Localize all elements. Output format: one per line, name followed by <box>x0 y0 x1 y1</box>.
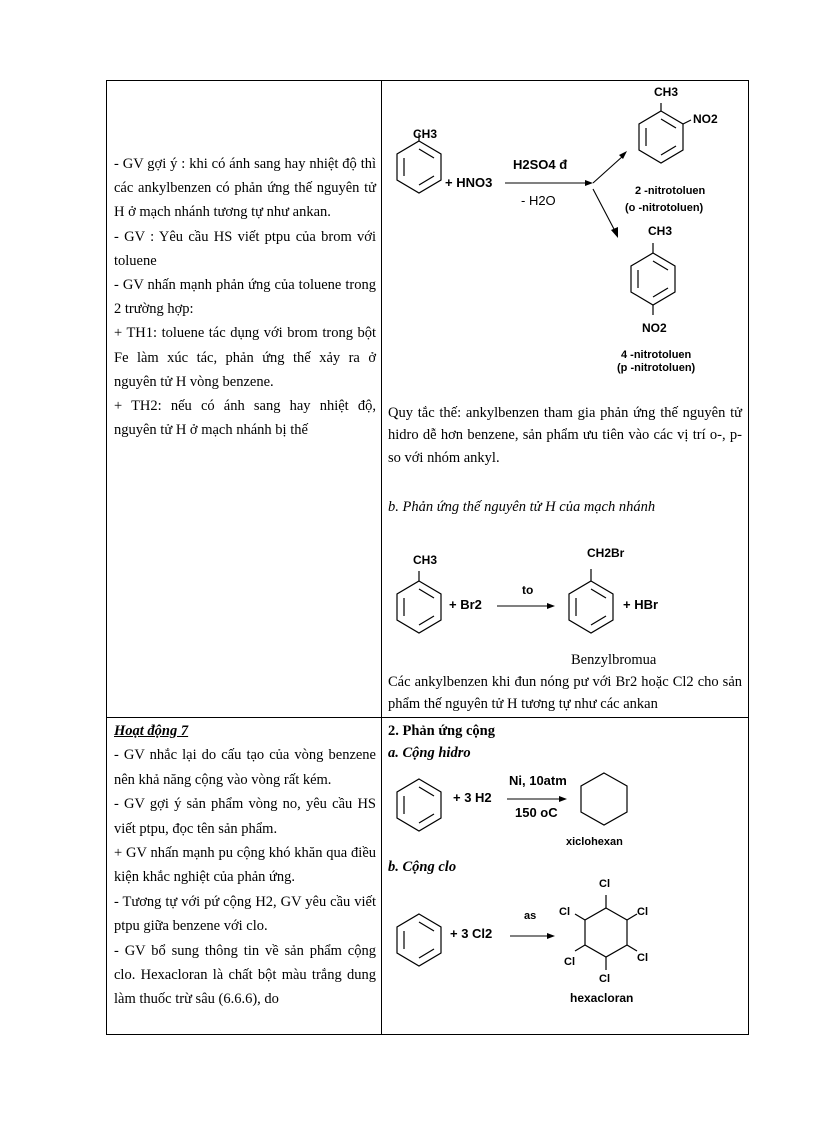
ortho-product-alt-name: (o -nitrotoluen) <box>625 202 704 214</box>
activity-title: Hoạt động 7 <box>114 723 189 739</box>
side-chain-heading: b. Phản ứng thế nguyên tử H của mạch nhánh <box>388 499 656 515</box>
hexachloran-info-paragraph: - GV bổ sung thông tin về sản phẩm cộng clo. Hexacloran là chất bột màu trắng dung làm thuốc trừ sâu (6.6.6), do <box>114 942 376 1008</box>
para-methyl: CH3 <box>648 224 673 238</box>
case1-paragraph: + TH1: toluene tác dụng với brom trong bột Fe làm xúc tác, phản ứng thế xảy ra ở nguyên tử H vòng benzene. <box>114 325 376 390</box>
chlorine-atom-3: Cl <box>559 906 570 918</box>
benzyl-bromide-name: Benzylbromua <box>571 652 657 668</box>
ortho-product-name: 2 -nitrotoluen <box>635 185 706 197</box>
hexachloran-ring <box>575 895 637 970</box>
addition-emphasis-paragraph: + GV nhấn mạnh pu cộng khó khăn qua điều kiện khắc nghiệt của phản ứng. <box>114 845 376 886</box>
addition-schemes <box>107 81 750 1036</box>
light-condition: as <box>524 910 537 922</box>
chlorine-request-paragraph: - Tương tự với pứ cộng H2, GV yêu cầu viết ptpu giữa benzene với clo. <box>114 893 376 935</box>
hydrogen-addition-heading: a. Cộng hidro <box>388 745 471 761</box>
toluene-methyl-2: CH3 <box>413 553 438 567</box>
hexachloran-name: hexacloran <box>570 991 634 1005</box>
chlorine-reagent: + 3 Cl2 <box>450 926 493 941</box>
hydrogen-reagent: + 3 H2 <box>453 790 492 805</box>
cyclohexane-ring <box>581 773 627 825</box>
para-product-name: 4 -nitrotoluen <box>621 349 692 361</box>
ortho-methyl: CH3 <box>654 85 679 99</box>
cyclohexane-name: xiclohexan <box>566 836 623 848</box>
chlorine-atom-1: Cl <box>599 878 610 890</box>
addition-hint-paragraph: - GV gợi ý sản phẩm vòng no, yêu cầu HS viết ptpu, đọc tên sản phẩm. <box>114 796 376 837</box>
heat-condition: to <box>522 583 534 597</box>
request-paragraph: - GV : Yêu cầu HS viết ptpu của brom với toluene <box>114 228 376 269</box>
hbr-byproduct: + HBr <box>623 597 659 612</box>
arrow-head <box>547 933 555 939</box>
emphasis-paragraph: - GV nhấn mạnh phản ứng của toluene trong 2 trường hợp: <box>114 277 376 318</box>
addition-heading: 2. Phản ứng cộng <box>388 723 496 739</box>
benzyl-bromide-group: CH2Br <box>587 546 625 560</box>
hint-paragraph: - GV gợi ý : khi có ánh sang hay nhiệt độ thì các ankylbenzen có phản ứng thế nguyên tử H ở mạch nhánh tương tự như ankan. <box>114 156 376 221</box>
chlorine-atom-2: Cl <box>637 906 648 918</box>
para-product-alt-name: (p -nitrotoluen) <box>617 362 696 374</box>
water-byproduct: - H2O <box>521 193 556 208</box>
temperature-condition: 150 oC <box>515 805 558 820</box>
arrow-head <box>559 796 567 802</box>
benzene-ring-cl2 <box>397 914 441 966</box>
chlorine-addition-heading: b. Cộng clo <box>388 859 457 875</box>
heated-note-text: Các ankylbenzen khi đun nóng pư với Br2 hoặc Cl2 cho sản phẩm thế nguyên tử H tương tự như các ankan <box>388 674 742 713</box>
bromine-reagent: + Br2 <box>449 597 482 612</box>
case2-paragraph: + TH2: nếu có ánh sang hay nhiệt độ, nguyên tử H ở mạch nhánh bị thế <box>114 398 376 439</box>
lesson-table <box>106 80 749 1035</box>
chlorine-atom-4: Cl <box>637 952 648 964</box>
benzene-ring-h2 <box>397 779 441 831</box>
addition-intro-paragraph: - GV nhắc lại do cấu tạo của vòng benzene nên khả năng cộng vào vòng rất kém. <box>114 747 376 788</box>
nitric-acid-reagent: + HNO3 <box>445 175 493 190</box>
nickel-condition: Ni, 10atm <box>509 773 567 788</box>
para-nitro-group: NO2 <box>642 321 667 335</box>
rule-paragraph: Quy tắc thế: ankylbenzen tham gia phản ứng thế nguyên tử hidro dễ hơn benzene, sản phẩm ưu tiên vào các vị trí o-, p- so với nhóm ankyl. <box>388 405 742 466</box>
ortho-nitro-group: NO2 <box>693 112 718 126</box>
chlorine-atom-6: Cl <box>599 973 610 985</box>
toluene-methyl: CH3 <box>413 127 438 141</box>
chlorine-atom-5: Cl <box>564 956 575 968</box>
sulfuric-acid-catalyst: H2SO4 đ <box>513 157 568 172</box>
